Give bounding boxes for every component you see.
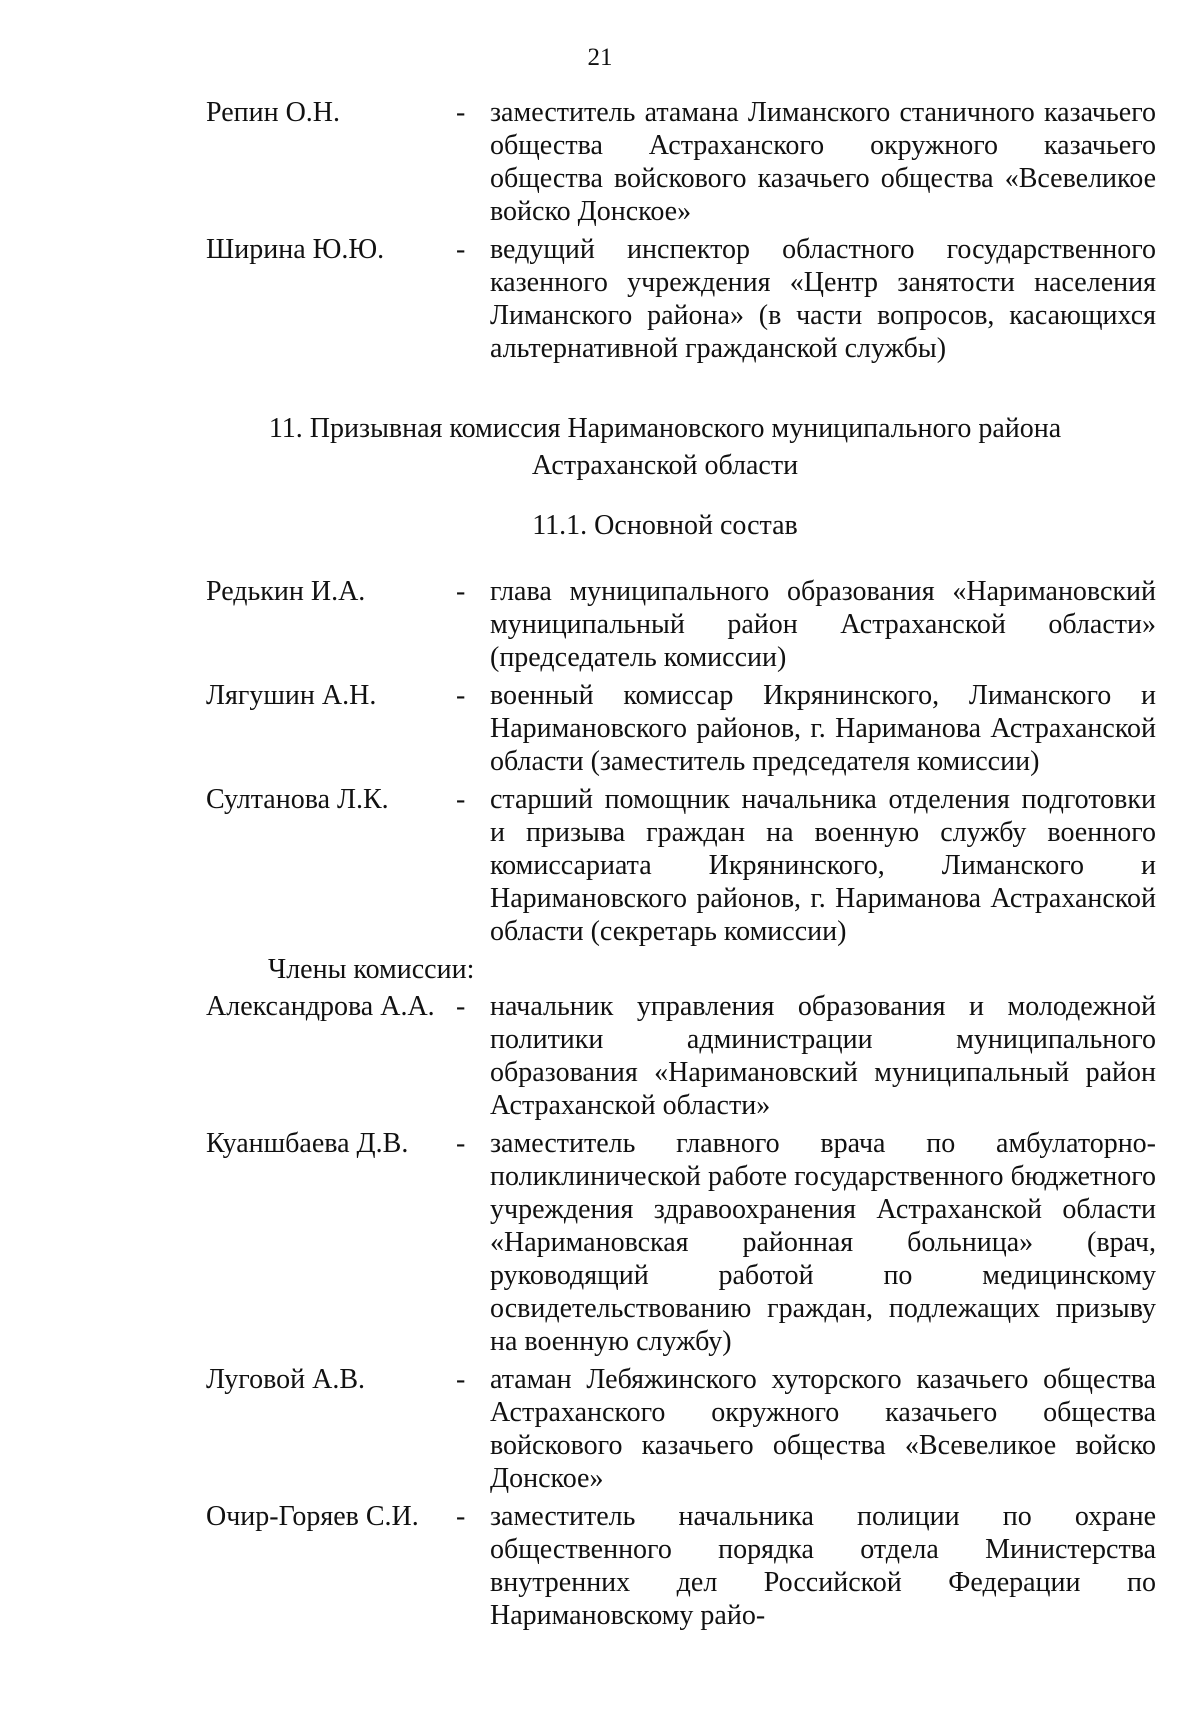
dash-separator: - [456, 576, 466, 607]
dash-separator: - [456, 1501, 466, 1532]
person-role: начальник управления образования и молодежной политики администрации муниципального образования «Наримановский муниципальный район Астраханской области» [490, 991, 1156, 1121]
subsection-title: 11.1. Основной состав [532, 510, 798, 541]
person-name: Редькин И.А. [206, 576, 366, 607]
person-name: Лягушин А.Н. [206, 680, 377, 711]
dash-separator: - [456, 784, 466, 815]
dash-separator: - [456, 1128, 466, 1159]
person-name: Репин О.Н. [206, 97, 341, 128]
person-role: заместитель атамана Лиманского станичного казачьего общества Астраханского окружного казачьего общества войскового казачьего общества «Всевеликое войско Донское» [490, 97, 1156, 227]
person-role: ведущий инспектор областного государственного казенного учреждения «Центр занятости населения Лиманского района» (в части вопросов, касающихся альтернативной гражданской службы) [490, 234, 1156, 364]
section-title [0, 410, 1200, 484]
person-role: заместитель начальника полиции по охране общественного порядка отдела Министерства внутренних дел Российской Федерации по Наримановскому райо- [490, 1501, 1156, 1631]
dash-separator: - [456, 234, 466, 265]
dash-separator: - [456, 991, 466, 1022]
list-item [206, 990, 1156, 1122]
person-role: заместитель главного врача по амбулаторно-поликлинической работе государственного бюджетного учреждения здравоохранения Астраханской области «Наримановская районная больница» (врач, руководящий работой по медицинскому освидетельствованию граждан, подлежащих призыву на военную службу) [490, 1128, 1156, 1357]
person-name: Султанова Л.К. [206, 784, 389, 815]
list-item [206, 783, 1156, 948]
list-item [206, 1363, 1156, 1495]
person-name: Ширина Ю.Ю. [206, 234, 385, 265]
members-label: Члены комиссии: [268, 954, 475, 985]
person-name: Александрова А.А. [206, 991, 435, 1022]
person-role: атаман Лебяжинского хуторского казачьего общества Астраханского окружного казачьего общества войскового казачьего общества «Всевеликое войско Донское» [490, 1364, 1156, 1494]
dash-separator: - [456, 1364, 466, 1395]
list-item [206, 679, 1156, 778]
dash-separator: - [456, 97, 466, 128]
list-item [206, 96, 1156, 228]
person-name: Куаншбаева Д.В. [206, 1128, 409, 1159]
person-role: глава муниципального образования «Наримановский муниципальный район Астраханской области» (председатель комиссии) [490, 576, 1156, 673]
top-entries-list [206, 96, 1156, 370]
list-item [206, 1127, 1156, 1358]
page-number: 21 [587, 44, 613, 71]
list-item [206, 1500, 1156, 1632]
list-item [206, 575, 1156, 674]
list-item [206, 233, 1156, 365]
main-entries-list [206, 575, 1156, 1637]
person-name: Луговой А.В. [206, 1364, 365, 1395]
person-role: военный комиссар Икрянинского, Лиманского и Наримановского районов, г. Нариманова Астраханской области (заместитель председателя комиссии) [490, 680, 1156, 777]
section-title-line: 11. Призывная комиссия Наримановского муниципального района [268, 413, 1062, 444]
person-role: старший помощник начальника отделения подготовки и призыва граждан на военную службу военного комиссариата Икрянинского, Лиманского и Наримановского районов, г. Нариманова Астраханской области (секретарь комиссии) [490, 784, 1156, 947]
dash-separator: - [456, 680, 466, 711]
section-title-line: Астраханской области [531, 450, 799, 481]
person-name: Очир-Горяев С.И. [206, 1501, 419, 1532]
